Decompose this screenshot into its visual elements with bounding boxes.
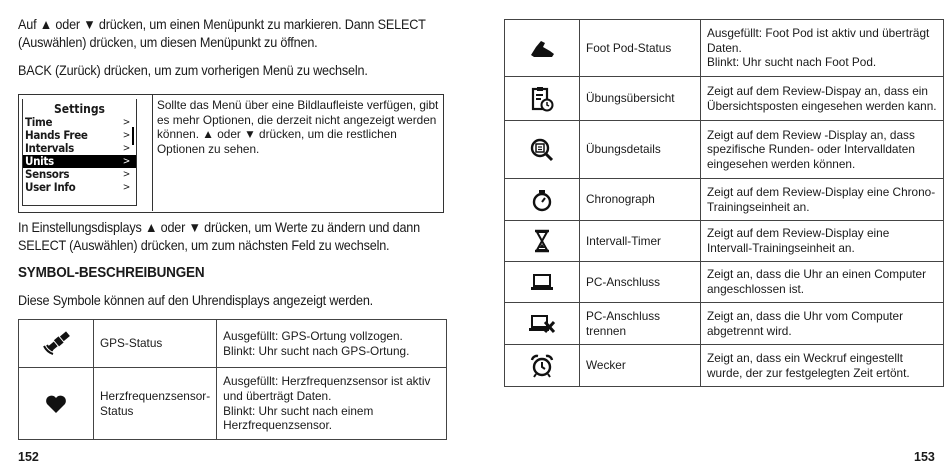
symbols-intro-paragraph: Diese Symbole können auf den Uhrendisplays angezeigt werden. [18,293,373,308]
table-row [505,179,944,221]
laptop-icon [529,274,555,288]
magnifier-document-icon [529,142,555,156]
settings-screen [22,99,137,206]
symbol-description: Zeigt an, dass ein Weckruf eingestellt wurde, der zur festgelegten Zeit ertönt. [701,345,944,387]
symbol-table-right [504,19,944,387]
chevron-right-icon: > [122,169,130,180]
symbol-name: Übungsübersicht [580,77,701,121]
satellite-icon [41,336,71,350]
symbol-name: PC-Anschluss trennen [580,303,701,345]
symbol-name: Intervall-Timer [580,221,701,262]
settings-display-paragraph: In Einstellungsdisplays ▲ oder ▼ drücken, um Werte zu ändern und dann SELECT (Auswählen) drücken, um zum nächsten Feld zu wechseln. [18,220,420,253]
symbol-description: Zeigt auf dem Review-Display eine Intervall-Trainingseinheit an. [701,221,944,262]
symbol-name: GPS-Status [94,320,217,368]
symbol-description: Zeigt auf dem Review-Dispay an, dass ein Übersichtsposten eingesehen werden kann. [701,77,944,121]
section-heading: SYMBOL-BESCHREIBUNGEN [18,265,205,281]
symbol-name: Übungsdetails [580,121,701,179]
menu-item-hands-free: Hands Free > [25,128,130,142]
symbol-description: Zeigt an, dass die Uhr vom Computer abgetrennt wird. [701,303,944,345]
symbol-description: Zeigt auf dem Review-Display eine Chrono-Trainingseinheit an. [701,179,944,221]
clipboard-clock-icon [529,91,555,105]
symbol-name: Herzfrequenzsensor-Status [94,368,217,440]
menu-item-units: Units > [23,155,136,168]
intro-paragraph: Auf ▲ oder ▼ drücken, um einen Menüpunkt zu markieren. Dann SELECT (Auswählen) drücken, um diesen Menüpunkt zu öffnen. [18,17,426,50]
table-row [505,20,944,77]
chevron-right-icon: > [122,117,130,128]
table-row [505,221,944,262]
table-row [19,368,447,440]
chevron-right-icon: > [122,156,130,167]
alarm-clock-icon [529,358,555,372]
hourglass-icon [532,233,552,247]
symbol-description: Ausgefüllt: Foot Pod ist aktiv und überträgt Daten. Blinkt: Uhr sucht nach Foot Pod. [701,20,944,77]
chevron-right-icon: > [122,130,130,141]
symbol-name: Foot Pod-Status [580,20,701,77]
symbol-description: Zeigt auf dem Review -Display an, dass spezifische Runden- oder Intervalldaten eingesehen werden können. [701,121,944,179]
laptop-disconnect-icon [528,316,556,330]
settings-illustration [18,94,444,213]
menu-item-time: Time > [25,115,130,129]
table-row [505,303,944,345]
symbol-description: Ausgefüllt: GPS-Ortung vollzogen. Blinkt: Uhr sucht nach GPS-Ortung. [217,320,447,368]
table-row [505,121,944,179]
back-paragraph: BACK (Zurück) drücken, um zum vorherigen Menü zu wechseln. [18,63,368,78]
symbol-description: Zeigt an, dass die Uhr an einen Computer angeschlossen ist. [701,262,944,303]
stopwatch-icon [530,192,554,206]
symbol-name: Wecker [580,345,701,387]
table-row [505,77,944,121]
scrollbar [132,127,134,145]
symbol-description: Ausgefüllt: Herzfrequenzsensor ist aktiv und überträgt Daten. Blinkt: Uhr sucht nach einem Herzfrequenzsensor. [217,368,447,440]
table-row [505,345,944,387]
shoe-icon [528,40,556,54]
menu-item-sensors: Sensors > [25,167,130,181]
settings-screen-title: Settings [54,102,105,116]
page-number: 153 [914,450,935,464]
heart-icon [44,396,68,410]
chevron-right-icon: > [122,182,130,193]
menu-item-user-info: User Info > [25,180,130,194]
menu-item-intervals: Intervals > [25,141,130,155]
page-number: 152 [18,450,39,464]
symbol-name: PC-Anschluss [580,262,701,303]
table-row [505,262,944,303]
symbol-name: Chronograph [580,179,701,221]
scrollbar-note: Sollte das Menü über eine Bildlaufleiste verfügen, gibt es mehr Optionen, die derzeit nicht angezeigt werden können. ▲ oder ▼ drücken, um die restlichen Optionen zu sehen. [152,95,447,211]
chevron-right-icon: > [122,143,130,154]
symbol-table-left [18,319,447,440]
table-row [19,320,447,368]
